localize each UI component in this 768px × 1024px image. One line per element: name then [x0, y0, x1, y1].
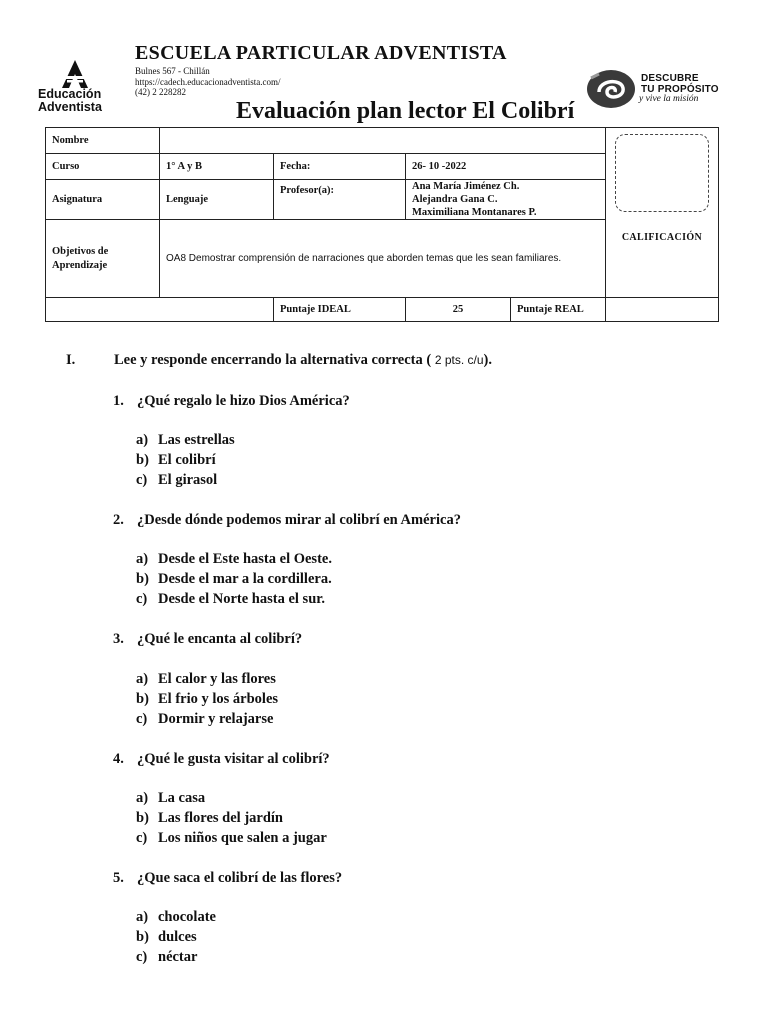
profesor-label: Profesor(a):	[274, 180, 406, 220]
puntaje-real-field[interactable]	[606, 298, 719, 322]
question-text: ¿Qué le encanta al colibrí?	[137, 631, 303, 647]
calificacion-cell	[606, 128, 719, 298]
descubre-tu-proposito-logo	[585, 68, 720, 110]
option-text: Los niños que salen a jugar	[158, 830, 327, 846]
option-letter: c)	[136, 830, 148, 846]
option-letter: b)	[136, 929, 149, 945]
school-name: ESCUELA PARTICULAR ADVENTISTA	[135, 42, 507, 64]
option-2c[interactable]	[136, 591, 325, 608]
question-number: 5.	[113, 870, 124, 886]
logo-left-line1: Educación	[38, 87, 102, 101]
option-2b[interactable]	[136, 571, 332, 588]
option-letter: b)	[136, 452, 149, 468]
option-1a[interactable]	[136, 432, 235, 449]
question-number: 3.	[113, 631, 124, 647]
option-text: Desde el mar a la cordillera.	[158, 571, 332, 587]
option-letter: a)	[136, 909, 149, 925]
section-points: 2 pts. c/u	[434, 353, 484, 367]
asignatura-label: Asignatura	[46, 180, 160, 220]
asignatura-value: Lenguaje	[160, 180, 274, 220]
student-info-table	[45, 127, 719, 322]
option-3b[interactable]	[136, 691, 278, 708]
question-number: 4.	[113, 751, 124, 767]
profesor-1: Ana María Jiménez Ch.	[412, 181, 520, 192]
school-address: Bulnes 567 - Chillán	[135, 66, 210, 76]
option-text: Desde el Norte hasta el sur.	[158, 591, 325, 607]
question-4	[113, 751, 330, 768]
profesor-2: Alejandra Gana C.	[412, 194, 498, 205]
curso-value: 1° A y B	[160, 154, 274, 180]
question-text: ¿Desde dónde podemos mirar al colibrí en América?	[137, 512, 461, 528]
option-1b[interactable]	[136, 452, 216, 469]
option-1c[interactable]	[136, 472, 217, 489]
page-title: Evaluación plan lector El Colibrí	[236, 98, 575, 124]
option-text: chocolate	[158, 909, 216, 925]
option-text: Las estrellas	[158, 432, 235, 448]
option-letter: a)	[136, 551, 149, 567]
option-letter: c)	[136, 472, 148, 488]
option-text: El calor y las flores	[158, 671, 276, 687]
option-letter: b)	[136, 810, 149, 826]
option-4c[interactable]	[136, 830, 327, 847]
logo-right-line2: TU PROPÓSITO	[641, 84, 719, 95]
objetivos-value: OA8 Demostrar comprensión de narraciones que aborden temas que les sean familiares.	[160, 220, 606, 298]
question-number: 2.	[113, 512, 124, 528]
puntaje-ideal-label: Puntaje IDEAL	[274, 298, 406, 322]
option-4b[interactable]	[136, 810, 283, 827]
option-text: Desde el Este hasta el Oeste.	[158, 551, 332, 567]
option-text: dulces	[158, 929, 197, 945]
profesores-list	[406, 180, 606, 220]
adventist-flame-icon	[62, 60, 88, 88]
option-letter: c)	[136, 711, 148, 727]
nombre-label: Nombre	[46, 128, 160, 154]
question-number: 1.	[113, 393, 124, 409]
option-text: Dormir y relajarse	[158, 711, 274, 727]
option-3c[interactable]	[136, 711, 273, 728]
question-5	[113, 870, 342, 887]
logo-right-line1: DESCUBRE	[641, 73, 699, 84]
section-numeral: I.	[66, 352, 76, 368]
school-website: https://cadech.educacionadventista.com/	[135, 77, 281, 87]
question-3	[113, 631, 302, 648]
option-4a[interactable]	[136, 790, 205, 807]
option-letter: c)	[136, 949, 148, 965]
objetivos-label-line2: Aprendizaje	[52, 259, 108, 271]
option-text: El girasol	[158, 472, 218, 488]
option-letter: a)	[136, 671, 149, 687]
option-5c[interactable]	[136, 949, 197, 966]
question-2	[113, 512, 461, 529]
question-1	[113, 393, 350, 410]
option-5a[interactable]	[136, 909, 216, 926]
question-text: ¿Qué regalo le hizo Dios América?	[137, 393, 350, 409]
fecha-label: Fecha:	[274, 154, 406, 180]
option-text: néctar	[158, 949, 198, 965]
educacion-adventista-logo	[38, 60, 128, 114]
school-phone: (42) 2 228282	[135, 87, 186, 97]
question-text: ¿Qué le gusta visitar al colibrí?	[137, 751, 330, 767]
calificacion-label: CALIFICACIÓN	[621, 232, 703, 243]
option-text: El frio y los árboles	[158, 691, 279, 707]
calificacion-box[interactable]	[615, 134, 709, 212]
logo-right-line3: y vive la misión	[639, 94, 699, 104]
option-2a[interactable]	[136, 551, 332, 568]
puntaje-ideal-value: 25	[406, 298, 511, 322]
option-letter: c)	[136, 591, 148, 607]
empty-cell	[46, 298, 274, 322]
puntaje-real-label: Puntaje REAL	[511, 298, 606, 322]
option-text: Las flores del jardín	[158, 810, 283, 826]
logo-left-line2: Adventista	[38, 100, 102, 114]
option-3a[interactable]	[136, 671, 276, 688]
option-text: El colibrí	[158, 452, 216, 468]
section-instruction: Lee y responde encerrando la alternativa correcta (	[114, 352, 432, 368]
objetivos-label-line1: Objetivos de	[52, 245, 109, 257]
section-close: ).	[483, 352, 492, 368]
nombre-field[interactable]	[160, 128, 606, 154]
option-letter: a)	[136, 790, 149, 806]
option-letter: a)	[136, 432, 149, 448]
curso-label: Curso	[46, 154, 160, 180]
section-heading	[66, 352, 492, 369]
option-text: La casa	[158, 790, 206, 806]
objetivos-label	[46, 220, 160, 298]
option-letter: b)	[136, 571, 149, 587]
option-5b[interactable]	[136, 929, 197, 946]
question-text: ¿Que saca el colibrí de las flores?	[137, 870, 343, 886]
fecha-value: 26- 10 -2022	[406, 154, 606, 180]
profesor-3: Maximiliana Montanares P.	[412, 207, 537, 218]
option-letter: b)	[136, 691, 149, 707]
spiral-logo-icon	[585, 68, 637, 110]
